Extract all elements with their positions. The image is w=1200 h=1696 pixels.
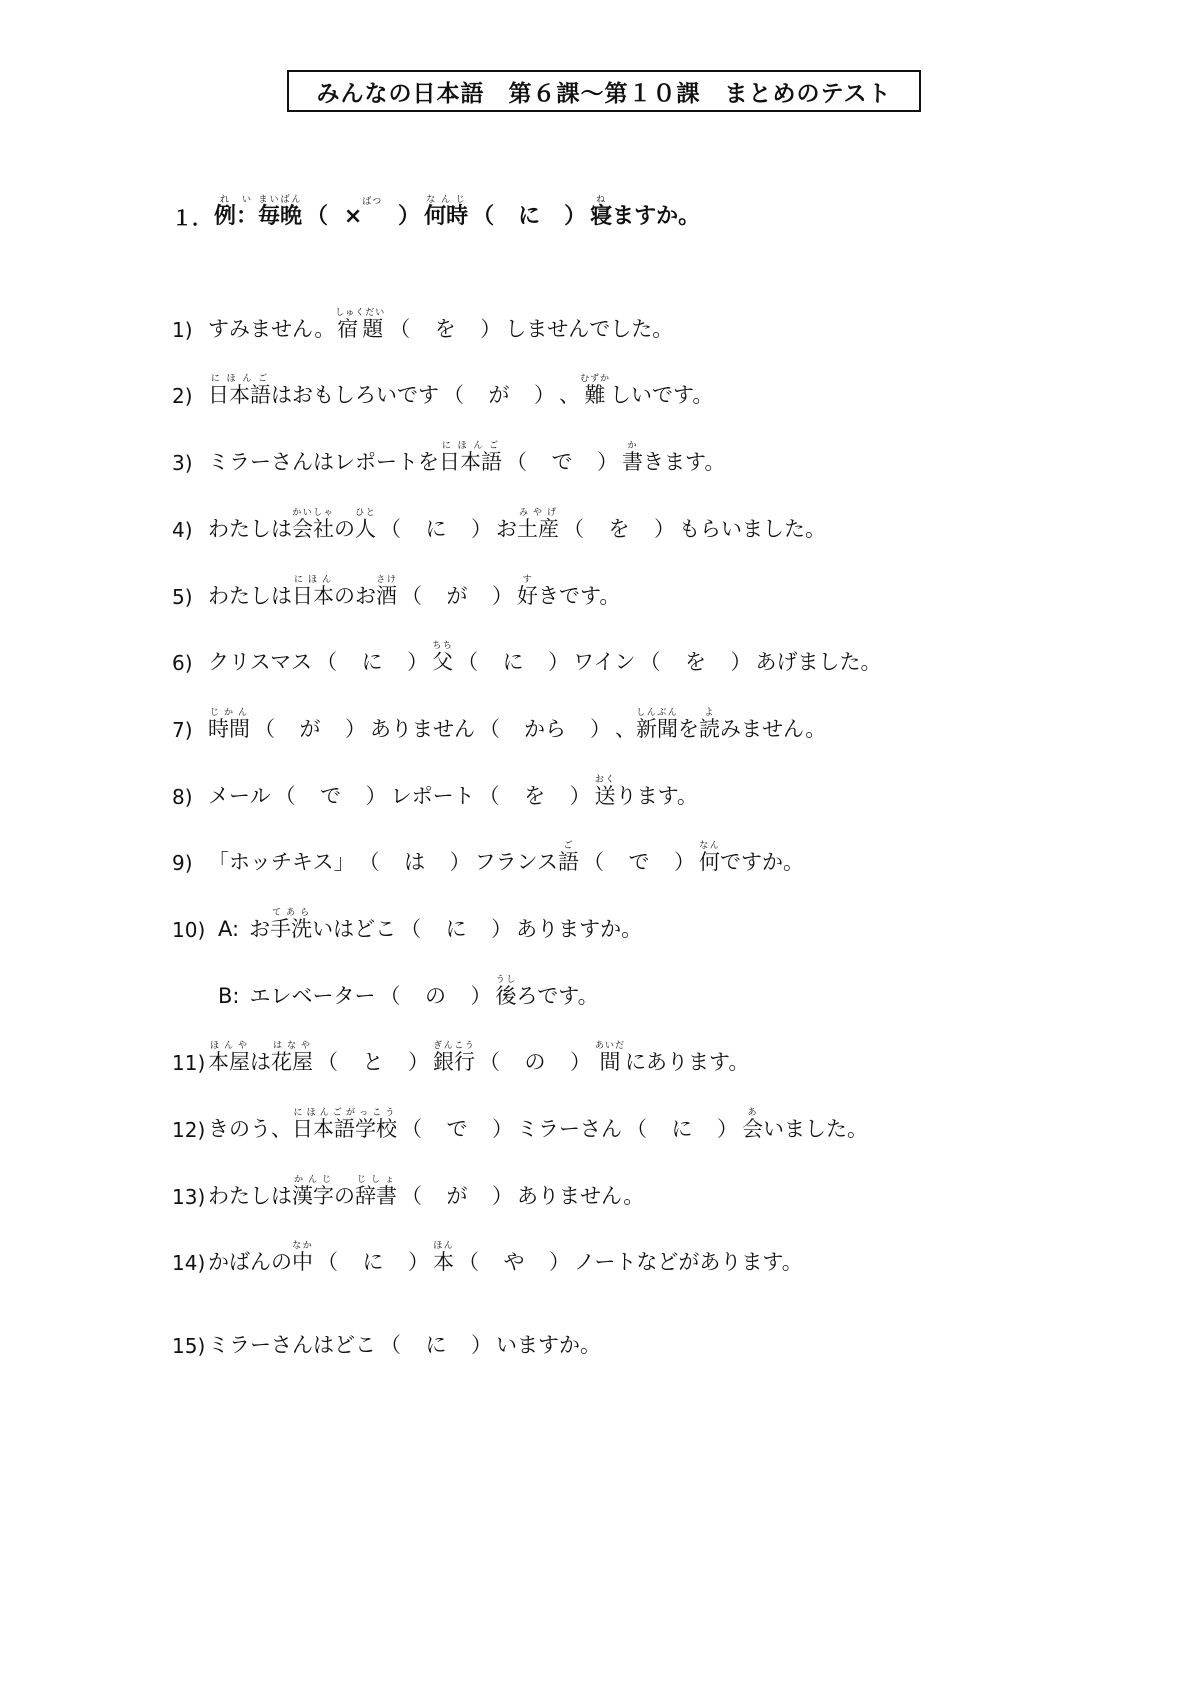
paren-open: （ (274, 784, 296, 808)
text: わたしは (208, 517, 292, 541)
text: もらいました。 (679, 517, 826, 541)
paren-open: （ (458, 1250, 479, 1274)
example-tail: ますか。 (612, 204, 701, 229)
kanji-with-furigana: 読よ (699, 708, 720, 741)
answer-blank: に (362, 1250, 384, 1274)
question-9 (172, 829, 804, 873)
text: わたしは (208, 584, 292, 608)
question-14 (172, 1229, 803, 1273)
answer-blank: に (425, 517, 447, 541)
text: クリスマス (208, 650, 313, 674)
text: あげました。 (755, 650, 882, 674)
text: は (250, 1050, 271, 1074)
speaker-label: B: (218, 984, 240, 1008)
paren-close: ） (549, 1250, 570, 1274)
paren-close: ） (492, 584, 513, 608)
kanji-with-furigana: 日本語にほんご (439, 441, 502, 474)
paren-close: ） (564, 204, 587, 229)
paren-open: （ (506, 450, 527, 474)
answer-blank: で (551, 450, 573, 474)
paren-close: ） (569, 784, 591, 808)
kanji-with-furigana: 難むずか (580, 374, 611, 407)
paren-open: （ (478, 784, 500, 808)
question-number: 6) (172, 651, 193, 675)
paren-open: （ (563, 517, 584, 541)
text: いました。 (763, 1117, 868, 1141)
answer-blank: の (524, 1050, 546, 1074)
kanji-with-furigana: 父ちち (432, 641, 454, 674)
question-3 (172, 429, 725, 473)
text: すみません。 (208, 317, 336, 341)
kanji-with-furigana: 時間じかん (208, 708, 250, 741)
paren-open: （ (472, 204, 495, 229)
paren-open: （ (389, 317, 411, 341)
question-15 (172, 1312, 601, 1356)
paren-close: ） (365, 784, 387, 808)
text: ろです。 (516, 984, 599, 1008)
text: を (678, 717, 699, 741)
text: いはどこ (312, 917, 397, 941)
answer-blank: や (503, 1250, 525, 1274)
paren-open: （ (316, 650, 338, 674)
kanji-with-furigana: 会社かいしゃ (292, 508, 334, 541)
question-4 (172, 496, 826, 540)
question-number: 12) (172, 1118, 206, 1142)
paren-open: （ (401, 584, 422, 608)
paren-close: ） (492, 1117, 513, 1141)
paren-open: （ (479, 1050, 500, 1074)
question-10-a (172, 896, 642, 940)
text: にあります。 (625, 1050, 750, 1074)
paren-close: ） (730, 650, 752, 674)
text: きのう、 (208, 1117, 292, 1141)
kanji-with-furigana: 本屋ほんや (208, 1041, 250, 1074)
text: ありません (370, 717, 475, 741)
example-word-2: 何時なんじ (424, 195, 469, 229)
text: みません。 (720, 717, 827, 741)
text: しませんでした。 (505, 317, 674, 341)
answer-blank: を (524, 784, 546, 808)
question-10-b (218, 963, 599, 1007)
text: しいです。 (610, 383, 714, 407)
text: かばんの (208, 1250, 292, 1274)
question-number: 8) (172, 785, 193, 809)
speaker-label: A: (218, 917, 240, 941)
question-13 (172, 1163, 644, 1207)
answer-blank: で (628, 850, 650, 874)
question-number: 2) (172, 384, 193, 408)
paren-close: ） (470, 984, 492, 1008)
paren-close: ） (590, 717, 611, 741)
answer-blank: に (361, 650, 383, 674)
paren-open: （ (317, 1050, 338, 1074)
paren-open: （ (479, 717, 500, 741)
paren-close: ） (471, 1333, 492, 1357)
example-word-1: 毎晩まいばん (258, 195, 303, 229)
kanji-with-furigana: 人ひと (355, 508, 376, 541)
question-number: 1) (172, 318, 193, 342)
paren-close: ） (408, 1250, 429, 1274)
paren-close: ） (449, 850, 471, 874)
kanji-with-furigana: 新聞しんぶん (636, 708, 678, 741)
paren-close: ） (570, 1050, 591, 1074)
paren-open: （ (380, 517, 401, 541)
text: の (334, 1184, 355, 1208)
text: ミラーさんはレポートを (208, 450, 439, 474)
kanji-with-furigana: 何なん (698, 841, 720, 874)
paren-open: （ (380, 1333, 401, 1357)
answer-blank: に (425, 1333, 447, 1357)
paren-open: （ (306, 204, 329, 229)
text: ノートなどがあります。 (574, 1250, 803, 1274)
answer-blank: が (446, 584, 468, 608)
paren-close: ） (491, 917, 513, 941)
paren-close: ） (548, 650, 570, 674)
kanji-with-furigana: 土産みやげ (517, 508, 559, 541)
question-number: 15) (172, 1334, 206, 1358)
text: はおもしろいです (271, 383, 439, 407)
question-2 (172, 362, 713, 406)
example-blank-1: ×ばつ (343, 197, 383, 229)
kanji-with-furigana: 語ご (557, 841, 579, 874)
text: の (334, 517, 355, 541)
text: わたしは (208, 1184, 292, 1208)
paren-close: ） (345, 717, 366, 741)
text: ありません。 (517, 1184, 645, 1208)
text: フランス (474, 850, 558, 874)
answer-blank: で (320, 784, 342, 808)
text: お (249, 917, 271, 941)
paren-close: ） (398, 204, 421, 229)
answer-blank: を (685, 650, 707, 674)
text: ります。 (615, 784, 698, 808)
paren-open: （ (626, 1117, 647, 1141)
paren-open: （ (317, 1250, 338, 1274)
paren-open: （ (401, 1184, 422, 1208)
kanji-with-furigana: 辞書じしょ (355, 1175, 397, 1208)
question-6 (172, 629, 882, 673)
question-number: 14) (172, 1251, 206, 1275)
text: お (496, 517, 517, 541)
answer-blank: が (299, 717, 321, 741)
kanji-with-furigana: 花屋はなや (271, 1041, 313, 1074)
paren-open: （ (401, 1117, 422, 1141)
text: ですか。 (719, 850, 804, 874)
kanji-with-furigana: 好す (517, 575, 538, 608)
text: いますか。 (496, 1333, 601, 1357)
paren-open: （ (254, 717, 275, 741)
text: ミラーさんはどこ (208, 1333, 376, 1357)
answer-blank: を (608, 517, 630, 541)
question-number: 7) (172, 718, 193, 742)
question-number: 11) (172, 1051, 206, 1075)
answer-blank: に (445, 917, 467, 941)
title-text: みんなの日本語 第６課〜第１０課 まとめのテスト (316, 80, 892, 107)
kanji-with-furigana: 間あいだ (595, 1041, 626, 1074)
answer-blank: が (488, 383, 510, 407)
answer-blank: と (362, 1050, 384, 1074)
example-blank-2: に (518, 204, 541, 229)
text: ミラーさん (517, 1117, 622, 1141)
example-word-3: 寝ね (590, 195, 613, 229)
kanji-with-furigana: 会あ (742, 1108, 763, 1141)
text: ワイン (573, 650, 636, 674)
paren-open: （ (358, 850, 380, 874)
kanji-with-furigana: 銀行ぎんこう (433, 1041, 475, 1074)
kanji-with-furigana: 中なか (292, 1241, 313, 1274)
kanji-with-furigana: 手洗てあら (270, 908, 313, 941)
question-11 (172, 1029, 749, 1073)
kanji-with-furigana: 後うし (495, 975, 517, 1008)
paren-open: （ (400, 917, 422, 941)
question-1 (172, 296, 673, 340)
text: 「ホッチキス」 (208, 850, 355, 874)
answer-blank: から (524, 717, 566, 741)
example-label: 例：れい (214, 195, 259, 229)
question-number: 10) (172, 918, 206, 942)
kanji-with-furigana: 酒さけ (376, 575, 397, 608)
paren-close: ） (492, 1184, 513, 1208)
paren-close: ） (534, 383, 555, 407)
kanji-with-furigana: 送おく (594, 775, 616, 808)
text: ありますか。 (516, 917, 643, 941)
kanji-with-furigana: 本ほん (433, 1241, 454, 1274)
question-number: 13) (172, 1185, 206, 1209)
question-number: 9) (172, 851, 193, 875)
kanji-with-furigana: 書か (622, 441, 643, 474)
answer-blank: は (404, 850, 426, 874)
worksheet-title (287, 70, 921, 112)
paren-close: ） (717, 1117, 738, 1141)
answer-blank: に (502, 650, 524, 674)
paren-open: （ (457, 650, 479, 674)
text: 、 (559, 383, 580, 407)
question-5 (172, 563, 620, 607)
example-line (172, 184, 700, 228)
kanji-with-furigana: 日本語にほんご (208, 374, 271, 407)
question-7 (172, 696, 826, 740)
kanji-with-furigana: 日本にほん (292, 575, 334, 608)
kanji-with-furigana: 宿題しゅくだい (335, 308, 386, 341)
answer-blank: の (424, 984, 446, 1008)
paren-open: （ (582, 850, 604, 874)
paren-close: ） (471, 517, 492, 541)
question-number: 5) (172, 585, 193, 609)
question-12 (172, 1096, 868, 1140)
paren-open: （ (443, 383, 464, 407)
question-number: 4) (172, 518, 193, 542)
paren-close: ） (673, 850, 695, 874)
paren-close: ） (654, 517, 675, 541)
text: きです。 (538, 584, 621, 608)
answer-blank: が (446, 1184, 468, 1208)
paren-close: ） (408, 1050, 429, 1074)
text: きます。 (643, 450, 726, 474)
text: エレベーター (249, 984, 376, 1008)
text: 、 (615, 717, 636, 741)
paren-open: （ (639, 650, 661, 674)
paren-close: ） (480, 317, 502, 341)
answer-blank: に (671, 1117, 693, 1141)
paren-open: （ (379, 984, 401, 1008)
section-number: １． (172, 206, 212, 230)
paren-close: ） (407, 650, 429, 674)
text: メール (208, 784, 271, 808)
kanji-with-furigana: 日本語学校にほんごがっこう (292, 1108, 397, 1141)
kanji-with-furigana: 漢字かんじ (292, 1175, 334, 1208)
answer-blank: を (434, 317, 456, 341)
text: レポート (390, 784, 475, 808)
question-8 (172, 763, 698, 807)
text: のお (334, 584, 376, 608)
question-number: 3) (172, 451, 193, 475)
answer-blank: で (446, 1117, 468, 1141)
paren-close: ） (597, 450, 618, 474)
